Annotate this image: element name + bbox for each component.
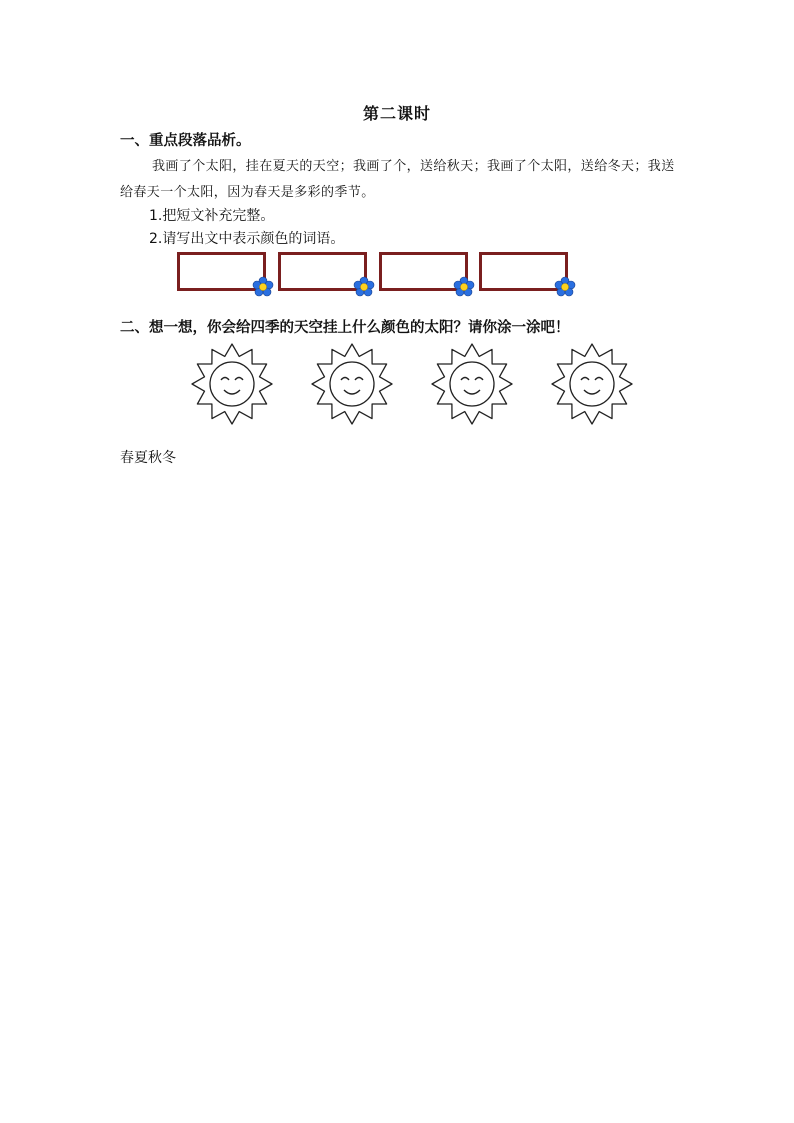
question-1: 1.把短文补充完整。 bbox=[149, 208, 275, 224]
blue-flower-icon bbox=[252, 276, 274, 298]
sun-row bbox=[190, 342, 640, 432]
answer-box-row bbox=[177, 252, 577, 302]
passage-text: 我画了个太阳，挂在夏天的天空；我画了个，送给秋天；我画了个太阳，送给冬天；我送给春天一个太阳，因为春天是多彩的季节。 bbox=[120, 159, 675, 200]
season-labels: 春夏秋冬 bbox=[120, 450, 176, 466]
blue-flower-icon bbox=[453, 276, 475, 298]
blue-flower-icon bbox=[353, 276, 375, 298]
smiling-sun-icon[interactable] bbox=[430, 342, 514, 426]
section1-heading: 一、重点段落品析。 bbox=[120, 133, 251, 149]
smiling-sun-icon[interactable] bbox=[550, 342, 634, 426]
question-2: 2.请写出文中表示颜色的词语。 bbox=[149, 231, 345, 247]
blue-flower-icon bbox=[554, 276, 576, 298]
section2-heading: 二、想一想，你会给四季的天空挂上什么颜色的太阳？请你涂一涂吧！ bbox=[120, 320, 570, 336]
smiling-sun-icon[interactable] bbox=[190, 342, 274, 426]
page-title: 第二课时 bbox=[362, 104, 431, 123]
smiling-sun-icon[interactable] bbox=[310, 342, 394, 426]
